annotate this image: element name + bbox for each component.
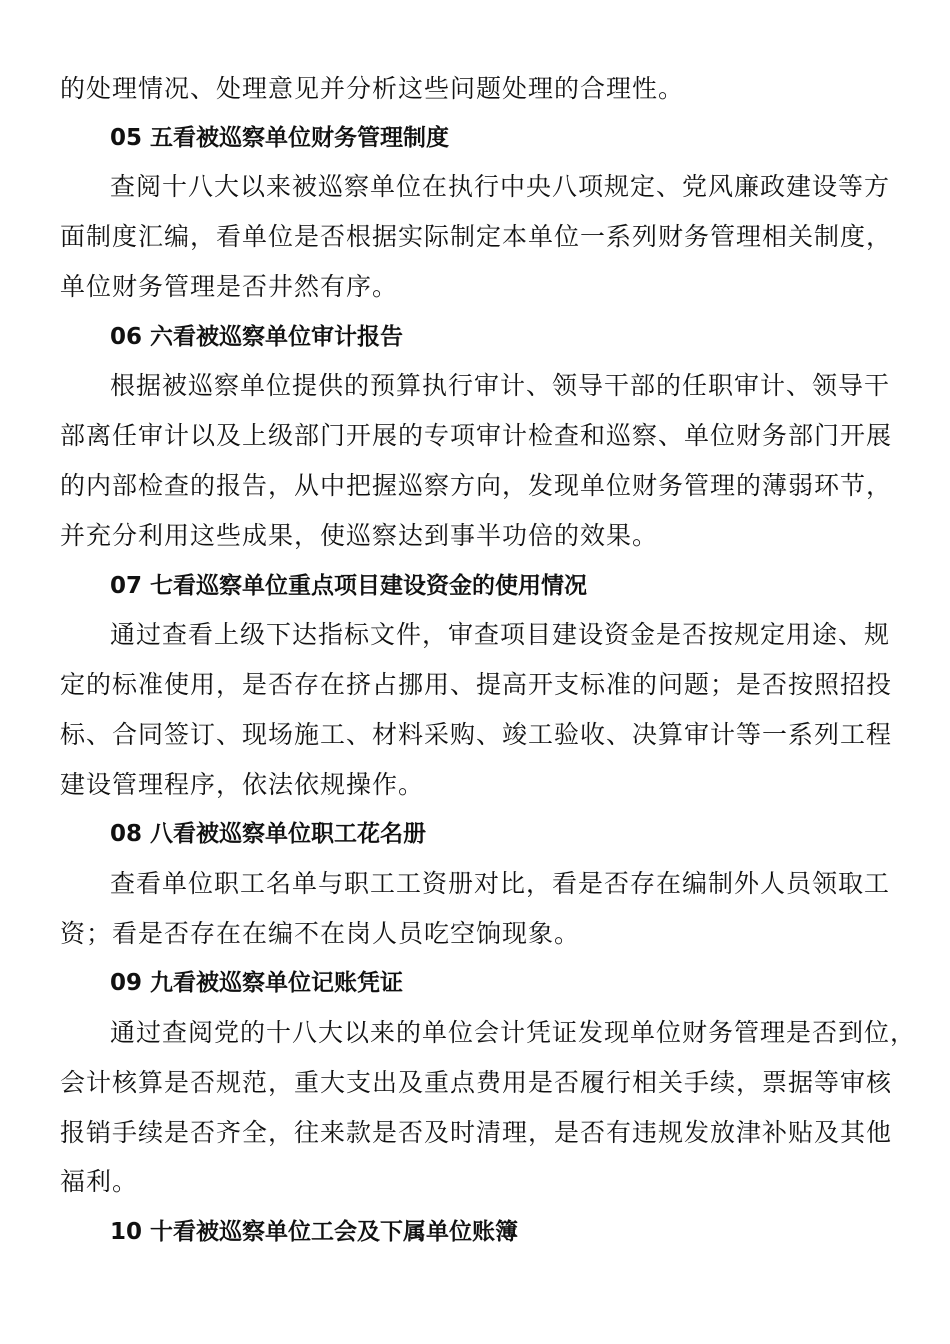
paragraph-line: 的处理情况、处理意见并分析这些问题处理的合理性。 bbox=[60, 74, 685, 103]
section-heading-08: 08 八看被巡察单位职工花名册 bbox=[110, 821, 427, 847]
paragraph-line: 通过查看上级下达指标文件，审查项目建设资金是否按规定用途、规 bbox=[110, 620, 891, 649]
paragraph-line: 通过查阅党的十八大以来的单位会计凭证发现单位财务管理是否到位， bbox=[110, 1018, 917, 1047]
paragraph-line: 面制度汇编，看单位是否根据实际制定本单位一系列财务管理相关制度， bbox=[60, 222, 893, 251]
paragraph-line: 资；看是否存在在编不在岗人员吃空饷现象。 bbox=[60, 919, 581, 948]
paragraph-line: 查看单位职工名单与职工工资册对比，看是否存在编制外人员领取工 bbox=[110, 869, 891, 898]
paragraph-line: 标、合同签订、现场施工、材料采购、竣工验收、决算审计等一系列工程 bbox=[60, 720, 893, 749]
paragraph-line: 查阅十八大以来被巡察单位在执行中央八项规定、党风廉政建设等方 bbox=[110, 172, 891, 201]
section-heading-05: 05 五看被巡察单位财务管理制度 bbox=[110, 125, 450, 151]
paragraph-line: 会计核算是否规范，重大支出及重点费用是否履行相关手续，票据等审核 bbox=[60, 1068, 893, 1097]
paragraph-line: 单位财务管理是否井然有序。 bbox=[60, 272, 399, 301]
section-heading-07: 07 七看巡察单位重点项目建设资金的使用情况 bbox=[110, 573, 588, 599]
section-heading-09: 09 九看被巡察单位记账凭证 bbox=[110, 970, 404, 996]
paragraph-line: 的内部检查的报告，从中把握巡察方向，发现单位财务管理的薄弱环节， bbox=[60, 471, 893, 500]
paragraph-line: 部离任审计以及上级部门开展的专项审计检查和巡察、单位财务部门开展 bbox=[60, 421, 893, 450]
paragraph-line: 建设管理程序，依法依规操作。 bbox=[60, 770, 425, 799]
paragraph-line: 并充分利用这些成果，使巡察达到事半功倍的效果。 bbox=[60, 521, 659, 550]
paragraph-line: 福利。 bbox=[60, 1167, 139, 1196]
section-heading-06: 06 六看被巡察单位审计报告 bbox=[110, 324, 404, 350]
paragraph-line: 根据被巡察单位提供的预算执行审计、领导干部的任职审计、领导干 bbox=[110, 371, 891, 400]
section-heading-10: 10 十看被巡察单位工会及下属单位账簿 bbox=[110, 1219, 519, 1245]
paragraph-line: 定的标准使用，是否存在挤占挪用、提高开支标准的问题；是否按照招投 bbox=[60, 670, 893, 699]
paragraph-line: 报销手续是否齐全，往来款是否及时清理，是否有违规发放津补贴及其他 bbox=[60, 1118, 893, 1147]
